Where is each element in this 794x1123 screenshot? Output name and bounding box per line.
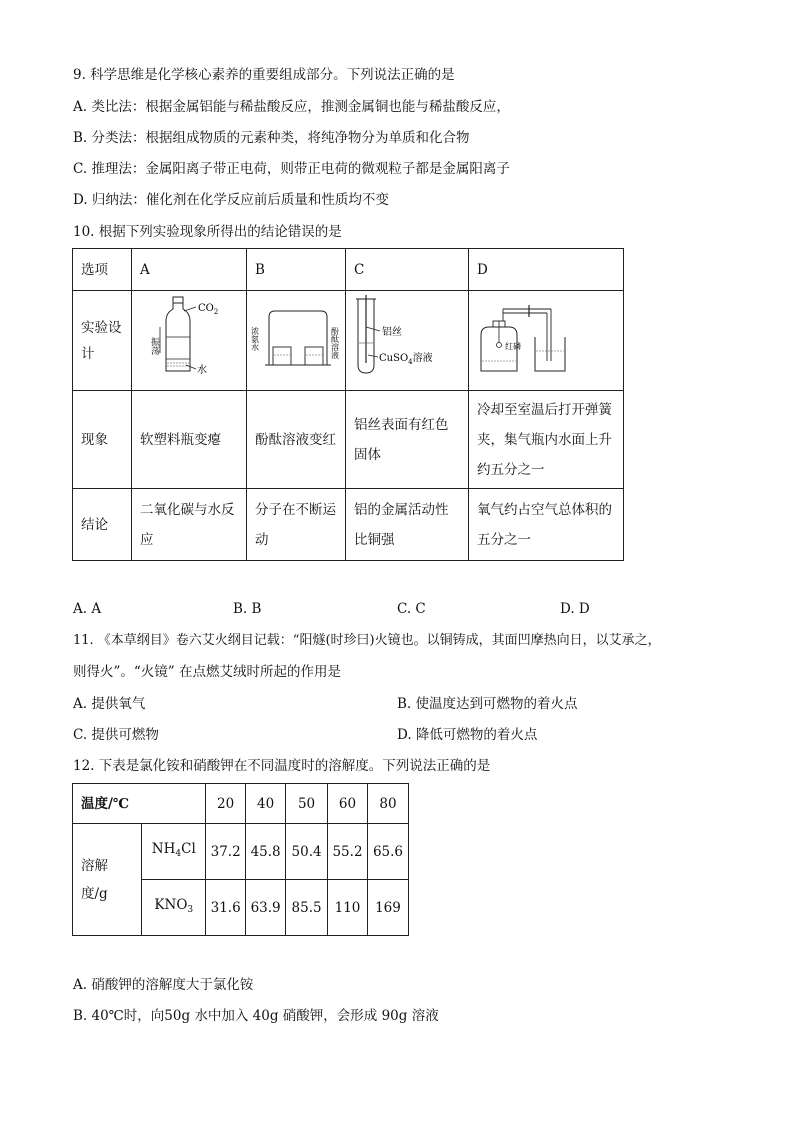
q11-option-a: A. 提供氧气 (73, 696, 146, 712)
q11-option-b: B. 使温度达到可燃物的着火点 (397, 696, 578, 712)
q10-phenomenon-d: 冷却至室温后打开弹簧夹，集气瓶内水面上升约五分之一 (469, 391, 624, 489)
q12-value-cell: 110 (328, 880, 368, 936)
q12-option-a: A. 硝酸钾的溶解度大于氯化铵 (73, 977, 254, 993)
q10-header-c: C (346, 249, 469, 291)
q10-header-option: 选项 (73, 249, 132, 291)
phosphorus-combustion-diagram (469, 291, 623, 379)
plastic-bottle-diagram (132, 291, 246, 379)
q12-temp-row (73, 784, 409, 824)
beaker-bell-jar-diagram (247, 291, 345, 379)
test-tube-diagram (346, 291, 468, 379)
q12-temp-label: 温度/℃ (73, 784, 206, 824)
q10-option-b: B. B (233, 601, 262, 617)
q10-phenomenon-b: 酚酞溶液变红 (247, 391, 346, 489)
c-solution-label: CuSO$_4$溶液 (379, 353, 433, 366)
q10-phenomenon-c: 铝丝表面有红色固体 (346, 391, 469, 489)
q12-value-cell: 169 (367, 880, 408, 936)
q12-value-cell: 45.8 (246, 824, 286, 880)
a-shake-label: 振荡 (149, 337, 159, 355)
q12-kno3-name: $KNO_3$ (142, 880, 206, 936)
q10-phenomenon-label: 现象 (73, 391, 132, 489)
q12-value-cell: 50.4 (286, 824, 328, 880)
q10-header-b: B (247, 249, 346, 291)
q12-solubility-label: 溶解度/g (73, 824, 142, 936)
q12-nh4cl-name: $NH_4Cl$ (142, 824, 206, 880)
q10-design-a (132, 291, 247, 391)
q12-stem: 12. 下表是氯化铵和硝酸钾在不同温度时的溶解度。下列说法正确的是 (73, 758, 491, 774)
q10-option-d: D. D (560, 601, 590, 617)
q11-option-d: D. 降低可燃物的着火点 (397, 727, 538, 743)
q10-conclusion-b: 分子在不断运动 (247, 489, 346, 561)
q12-value-cell: 63.9 (246, 880, 286, 936)
q10-option-c: C. C (397, 601, 426, 617)
q10-conclusion-a: 二氧化碳与水反应 (132, 489, 247, 561)
q12-table (72, 783, 409, 936)
q10-conclusion-d: 氧气约占空气总体积的五分之一 (469, 489, 624, 561)
q12-value-cell: 31.6 (206, 880, 246, 936)
b-ammonia-label: 浓氨水 (250, 327, 260, 351)
q10-design-b (247, 291, 346, 391)
q10-design-c (346, 291, 469, 391)
c-wire-label: 铝丝 (382, 327, 402, 338)
q12-value-cell: 65.6 (367, 824, 408, 880)
q9-option-d: D. 归纳法：催化剂在化学反应前后质量和性质均不变 (73, 192, 389, 208)
a-gas-label: $CO_2$ (198, 303, 219, 316)
q12-temp-cell: 20 (206, 784, 246, 824)
q9-stem: 9. 科学思维是化学核心素养的重要组成部分。下列说法正确的是 (73, 67, 455, 83)
q12-value-cell: 55.2 (328, 824, 368, 880)
q9-option-c: C. 推理法：金属阳离子带正电荷，则带正电荷的微观粒子都是金属阳离子 (73, 161, 510, 177)
q12-nh4cl-row (73, 824, 409, 880)
q12-option-b: B. 40℃时，向50g 水中加入 40g 硝酸钾，会形成 90g 溶液 (73, 1008, 439, 1024)
q10-option-a: A. A (73, 601, 102, 617)
q10-conclusion-row (73, 489, 624, 561)
q12-value-cell: 85.5 (286, 880, 328, 936)
q10-header-a: A (132, 249, 247, 291)
q10-table (72, 248, 624, 561)
q10-conclusion-c: 铝的金属活动性比铜强 (346, 489, 469, 561)
q12-temp-cell: 50 (286, 784, 328, 824)
q9-option-a: A. 类比法：根据金属铝能与稀盐酸反应，推测金属铜也能与稀盐酸反应， (73, 99, 510, 115)
q10-header-row (73, 249, 624, 291)
q11-option-c: C. 提供可燃物 (73, 727, 159, 743)
q10-phenomenon-row (73, 391, 624, 489)
q10-design-d (469, 291, 624, 391)
q12-temp-cell: 40 (246, 784, 286, 824)
a-water-label: 水 (197, 365, 207, 376)
b-phenolphthalein-label: 酚酞溶液 (330, 327, 340, 359)
q12-temp-cell: 80 (367, 784, 408, 824)
q10-header-d: D (469, 249, 624, 291)
q10-design-label: 实验设计 (73, 291, 132, 391)
q9-option-b: B. 分类法：根据组成物质的元素种类，将纯净物分为单质和化合物 (73, 130, 470, 146)
q10-conclusion-label: 结论 (73, 489, 132, 561)
q10-design-row (73, 291, 624, 391)
q10-stem: 10. 根据下列实验现象所得出的结论错误的是 (73, 224, 342, 240)
q11-stem-line2: 则得火”。“火镜” 在点燃艾绒时所起的作用是 (73, 664, 341, 680)
q11-stem-line1: 11. 《本草纲目》卷六艾火纲目记载：“阳燧(时珍曰)火镜也。以铜铸成，其面凹摩热向日，以艾承之， (73, 633, 661, 648)
d-phosphorus-label: 红磷 (505, 342, 521, 351)
q10-phenomenon-a: 软塑料瓶变瘪 (132, 391, 247, 489)
q12-temp-cell: 60 (328, 784, 368, 824)
q12-value-cell: 37.2 (206, 824, 246, 880)
